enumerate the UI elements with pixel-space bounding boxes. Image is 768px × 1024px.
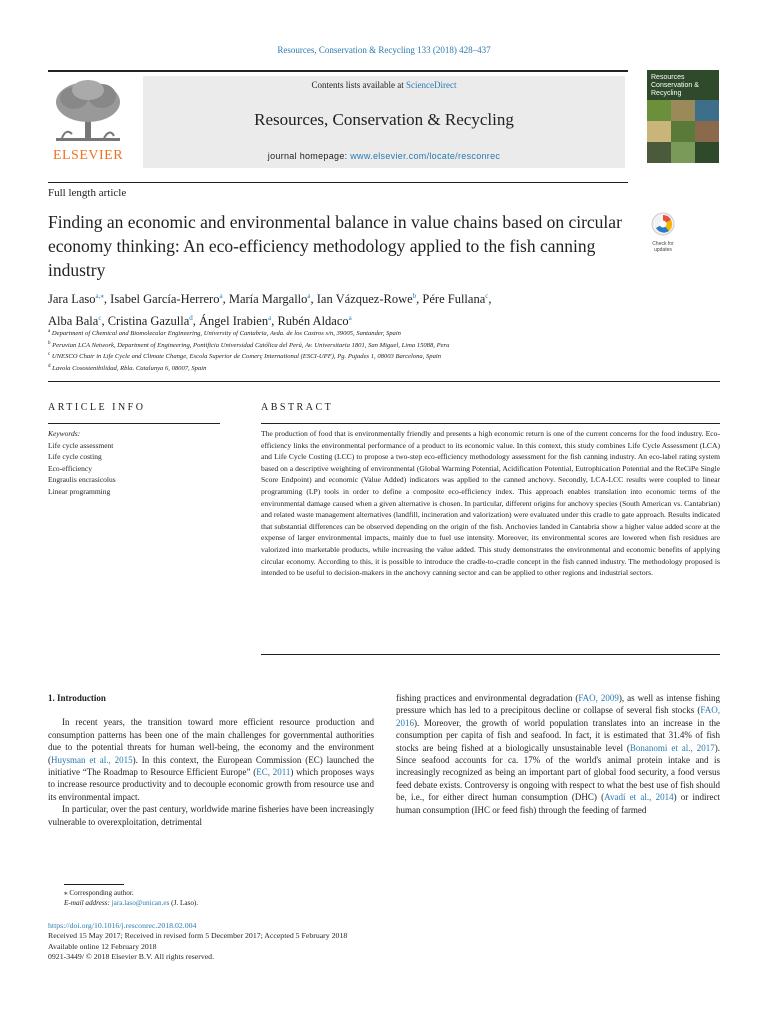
abstract-text: The production of food that is environmentally friendly and presents a high economic return is one of the current concerns for the food industry. Eco-efficiency links the environmental performance of a product to its economic value. In this context, this study combines Life Cycle Assessment (LCA) and Life Cycle Costing (LCC) to propose a two-step eco-efficiency methodology assessment for the fish canning industry. An eco-label rating system based on a descriptive weighting of environmental (Global Warming Potential, Acidification Potential, Eutrophication Potential and the ReCiPe Single Score Endpoint) and economic (Value Added) indicators was applied to the canned anchovy. Secondly, LCA-LCC results were coupled to linear programming (LP) tools in order to define a composite eco-efficiency index. This approach enables translation into economic terms of the environmental damage caused when a given alternative is chosen. In particular, different origins for anchovy species (South American vs. Cantabrian) and related waste management alternatives (landfill, incineration and valorization) were evaluated under this cradle to gate approach. Results indicated that substantial differences can be observed depending on the origin of the fish. Anchovies landed in Cantabria show a higher value added score at the expense of larger environmental impacts, mainly due to fuel use intensity. Moreover, its environmental scores are lowered when fish residues are valorized into marketable products, while increasing the value added. This study demonstrates the environmental and economic benefits of applying circular economy. According to this, it is possible to introduce the cradle-to-cradle concept in the fish canned industry. The methodology proposed is intended to be useful to decision-makers in the anchovy canning sector and can be applied to other regions and industrial sectors. <box>261 429 720 578</box>
header-top-rule <box>48 70 628 72</box>
citation-link[interactable]: FAO, 2009 <box>578 693 619 703</box>
journal-title: Resources, Conservation & Recycling <box>254 110 514 129</box>
publication-info <box>48 921 347 963</box>
contents-line <box>143 80 625 90</box>
paragraph: In recent years, the transition toward more efficient resource production and consumption patterns has been one of the main challenges for governmental authorities due to the potential threats for human well-being, the economy and the environment (Huysman et al., 2015). In this context, the European Commission (EC) launched the initiative “The Roadmap to Resource Efficient Europe” (EC, 2011) which proposes ways to increase resource productivity and to decouple economic growth from resource use and its environmental impact. <box>48 717 374 802</box>
email-link[interactable]: jara.laso@unican.es <box>111 899 170 907</box>
article-info-heading: ARTICLE INFO <box>48 402 146 413</box>
divider <box>48 423 220 424</box>
author[interactable]: Pére Fullana$^c$ <box>422 292 489 307</box>
author[interactable]: Cristina Gazulla$^d$ <box>107 314 193 329</box>
email-note: E-mail address: jara.laso@unican.es (J. Laso). <box>64 899 199 907</box>
keywords-label: Keywords: <box>48 429 81 438</box>
copyright: 0921-3449/ © 2018 Elsevier B.V. All rights reserved. <box>48 952 215 962</box>
journal-reference-link[interactable]: Resources, Conservation & Recycling 133 (2018) 428–437 <box>277 45 491 55</box>
paragraph: In particular, over the past century, worldwide marine fisheries have been increasingly vulnerable to overexploitation, detrimental <box>48 804 374 827</box>
journal-cover-thumbnail[interactable] <box>647 70 719 163</box>
author[interactable]: Alba Bala$^c$ <box>48 314 102 329</box>
check-for-updates-label: Check for updates <box>652 241 674 253</box>
cover-photo-collage <box>647 100 719 163</box>
author-list: Jara Laso$^{a,⁎}$, Isabel García-Herrero$^a$, María Margallo$^a$, Ian Vázquez-Rowe$^b$, Pére Fullana$^c$, Alba Bala$^c$, Cristina Gazulla$^d$, Ángel Irabien$^a$, Rubén Aldaco$^a$ <box>48 292 492 329</box>
author[interactable]: Jara Laso$^{a,⁎}$ <box>48 292 104 307</box>
keywords-block <box>48 428 220 497</box>
corresponding-author-note: ⁎ Corresponding author. <box>64 889 134 897</box>
check-for-updates-badge[interactable] <box>648 212 678 253</box>
contents-prefix: Contents lists available at <box>311 80 404 90</box>
divider <box>261 654 720 655</box>
cover-title: Resources Conservation & Recycling <box>651 74 699 97</box>
author[interactable]: Rubén Aldaco$^a$ <box>277 314 352 329</box>
affiliation-item: $^d$ Lavola Cosostenibilidad, Rbla. Catalunya 6, 08007, Spain <box>48 363 207 372</box>
doi-link[interactable]: https://doi.org/10.1016/j.resconrec.2018.02.004 <box>48 921 197 930</box>
footnote-divider <box>64 884 124 885</box>
keyword: Eco-efficiency <box>48 463 93 473</box>
article-type: Full length article <box>48 187 127 199</box>
section-heading: 1. Introduction <box>48 693 106 703</box>
body-column-left <box>48 692 374 828</box>
author[interactable]: Ian Vázquez-Rowe$^b$ <box>316 292 417 307</box>
article-title: Finding an economic and environmental balance in value chains based on circular economy thinking: An eco-efficiency methodology applied to the fish canning industry <box>48 212 622 280</box>
author[interactable]: María Margallo$^a$ <box>228 292 311 307</box>
citation-link[interactable]: Bonanomi et al., 2017 <box>629 742 715 753</box>
divider <box>261 423 720 424</box>
author[interactable]: Isabel García-Herrero$^a$ <box>110 292 223 307</box>
available-online: Available online 12 February 2018 <box>48 941 157 951</box>
keyword: Engraulis encrasicolus <box>48 475 116 484</box>
citation-link[interactable]: Huysman et al., 2015 <box>51 754 133 765</box>
keyword: Life cycle assessment <box>48 440 114 450</box>
affiliations <box>48 327 688 373</box>
paragraph: fishing practices and environmental degradation (FAO, 2009), as well as intense fishing pressure which has led to a precipitous decline or collapse of several fish stocks (FAO, 2016). Moreover, the growth of world population translates into an increase in the consumption per capita of fish and seafood. In fact, it is estimated that 31.4% of fish stocks are being fished at a biologically unsustainable level (Bonanomi et al., 2017). Since seafood accounts for ca. 17% of the world's animal protein intake and is increasingly recognized as being an important part of global food security, a food versus feed debate exists. Controversy is ongoing with respect to what the best use of fish should be, i.e., for either direct human consumption (DHC) (Avadí et al., 2014) or indirect human consumption (IHC or feed fish) through the feeding of farmed <box>396 693 720 815</box>
received-dates: Received 15 May 2017; Received in revised form 5 December 2017; Accepted 5 February 2018 <box>48 931 348 941</box>
journal-homepage <box>143 151 625 161</box>
author[interactable]: Ángel Irabien$^a$ <box>199 314 272 329</box>
affiliation-item: $^a$ Department of Chemical and Biomolecular Engineering, University of Cantabria, Avda. de los Castros s/n, 39005, Santander, Spain <box>48 329 401 338</box>
header-bottom-rule <box>48 182 628 183</box>
affiliation-item: $^b$ Peruvian LCA Network, Department of Engineering, Pontificia Universidad Católica del Perú, Av. Universitaria 1801, San Miguel, Lima 15088, Peru <box>48 340 450 349</box>
body-column-right <box>396 692 720 816</box>
sciencedirect-link[interactable]: ScienceDirect <box>406 80 457 90</box>
keyword: Linear programming <box>48 486 111 496</box>
homepage-link[interactable]: www.elsevier.com/locate/resconrec <box>350 151 501 161</box>
homepage-prefix: journal homepage: <box>267 151 348 161</box>
keyword: Life cycle costing <box>48 452 102 461</box>
journal-reference[interactable] <box>0 45 768 55</box>
check-for-updates-icon <box>651 212 675 236</box>
affiliation-item: $^c$ UNESCO Chair in Life Cycle and Climate Change, Escola Superior de Comerç International (ESCI-UPF), Pg. Pujades 1, 08003 Barcelona, Spain <box>48 352 441 361</box>
citation-link[interactable]: FAO, 2016 <box>396 705 720 728</box>
citation-link[interactable]: Avadí et al., 2014 <box>604 792 674 803</box>
abstract-heading: ABSTRACT <box>261 402 334 413</box>
elsevier-wordmark: ELSEVIER <box>52 148 124 163</box>
divider <box>48 381 720 382</box>
footnotes <box>64 888 198 908</box>
citation-link[interactable]: EC, 2011 <box>256 767 291 778</box>
